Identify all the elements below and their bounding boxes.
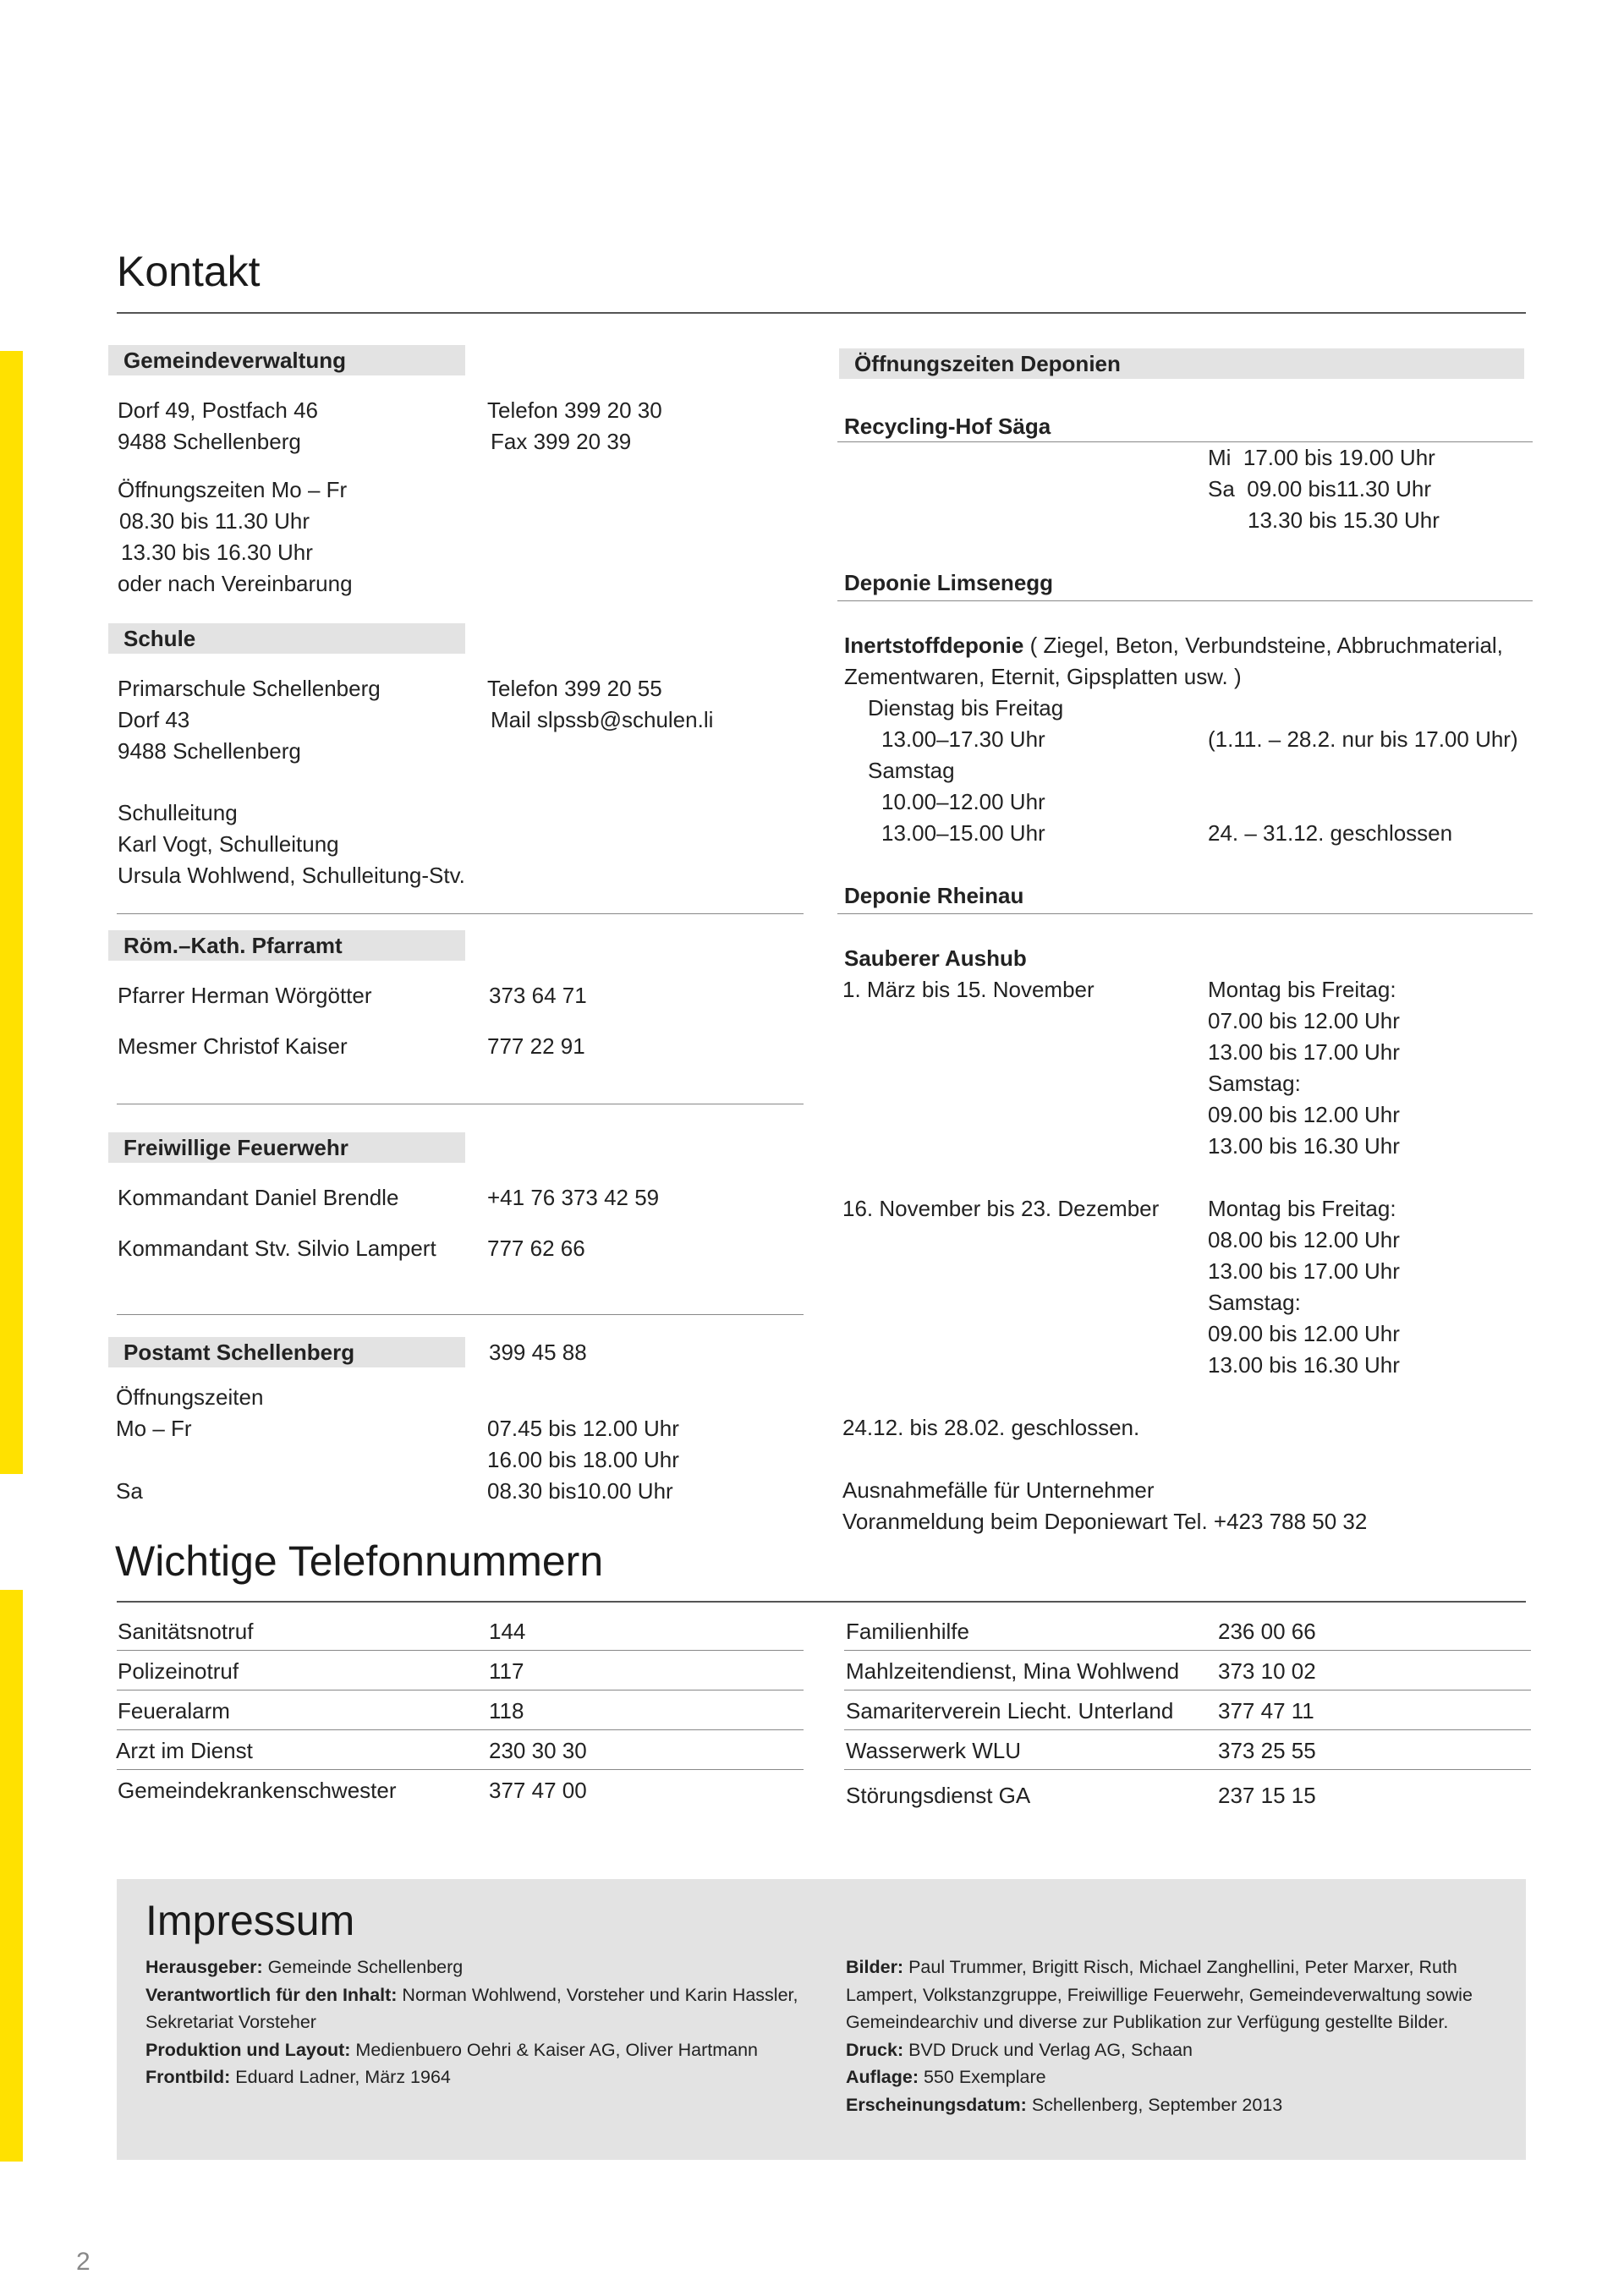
rheinau-p1-time-1: Montag bis Freitag: xyxy=(1208,977,1396,1002)
tel-right-phone-2: 373 10 02 xyxy=(1218,1658,1316,1684)
impressum-entry xyxy=(145,2036,805,2064)
limsenegg-title: Deponie Limsenegg xyxy=(844,570,1054,595)
impressum-label: Druck: xyxy=(846,2039,904,2060)
inertstoff-line-1 xyxy=(844,630,1503,661)
pfarramt-phone-1: 373 64 71 xyxy=(489,983,587,1008)
impressum-value: Eduard Ladner, März 1964 xyxy=(230,2067,451,2087)
telefon-title: Wichtige Telefonnummern xyxy=(115,1537,604,1585)
schulleitung-1: Karl Vogt, Schulleitung xyxy=(118,831,339,857)
rheinau-p1-time-2: 07.00 bis 12.00 Uhr xyxy=(1208,1008,1400,1033)
tel-right-name-1: Familienhilfe xyxy=(846,1619,969,1644)
tel-right-name-5: Störungsdienst GA xyxy=(846,1783,1031,1808)
telefon-rule xyxy=(117,1601,1526,1603)
post-mofr-label: Mo – Fr xyxy=(116,1416,192,1441)
section-heading-gemeindeverwaltung: Gemeindeverwaltung xyxy=(108,345,465,375)
rheinau-p2-time-2: 08.00 bis 12.00 Uhr xyxy=(1208,1227,1400,1252)
divider-feuerwehr xyxy=(117,1314,804,1315)
yellow-margin-bar-top xyxy=(0,351,23,1474)
rheinau-closed: 24.12. bis 28.02. geschlossen. xyxy=(842,1415,1140,1440)
gemeinde-hours-3: oder nach Vereinbarung xyxy=(118,571,353,596)
impressum-entry xyxy=(846,2036,1514,2064)
impressum-value: Norman Wohlwend, Vorsteher und Karin Hassler, Sekretariat Vorsteher xyxy=(145,1984,798,2032)
rheinau-p2-time-5: 09.00 bis 12.00 Uhr xyxy=(1208,1321,1400,1346)
saega-sa-2: 13.30 bis 15.30 Uhr xyxy=(1248,507,1440,533)
yellow-margin-bar-bottom xyxy=(0,1590,23,2162)
section-heading-schule: Schule xyxy=(108,623,465,654)
section-heading-feuerwehr: Freiwillige Feuerwehr xyxy=(108,1132,465,1163)
tel-left-phone-5: 377 47 00 xyxy=(489,1778,587,1803)
schule-mail: Mail slpssb@schulen.li xyxy=(491,707,714,732)
divider-schule xyxy=(117,913,804,914)
impressum-entry xyxy=(846,2063,1514,2091)
rheinau-p1-time-3: 13.00 bis 17.00 Uhr xyxy=(1208,1039,1400,1065)
pfarramt-phone-2: 777 22 91 xyxy=(487,1033,585,1059)
tel-left-name-3: Feueralarm xyxy=(118,1698,230,1723)
rheinau-p2-time-3: 13.00 bis 17.00 Uhr xyxy=(1208,1258,1400,1284)
tel-left-divider-4 xyxy=(117,1769,804,1770)
gemeinde-fax: Fax 399 20 39 xyxy=(491,429,632,454)
limsenegg-note-2: 24. – 31.12. geschlossen xyxy=(1208,820,1453,846)
feuerwehr-phone-1: +41 76 373 42 59 xyxy=(487,1185,660,1210)
post-mofr-time-2: 16.00 bis 18.00 Uhr xyxy=(487,1447,679,1472)
rheinau-voranmeldung: Voranmeldung beim Deponiewart Tel. +423 788 50 32 xyxy=(842,1509,1368,1534)
impressum-label: Verantwortlich für den Inhalt: xyxy=(145,1984,398,2005)
feuerwehr-name-1: Kommandant Daniel Brendle xyxy=(118,1185,399,1210)
post-sa-label: Sa xyxy=(116,1478,143,1504)
impressum-label: Herausgeber: xyxy=(145,1957,263,1977)
schule-telefon: Telefon 399 20 55 xyxy=(487,676,662,701)
post-mofr-time-1: 07.45 bis 12.00 Uhr xyxy=(487,1416,679,1441)
rheinau-period-1: 1. März bis 15. November xyxy=(842,977,1095,1002)
impressum-label: Erscheinungsdatum: xyxy=(846,2094,1027,2115)
rheinau-p1-time-5: 09.00 bis 12.00 Uhr xyxy=(1208,1102,1400,1127)
rheinau-title: Deponie Rheinau xyxy=(844,883,1024,908)
tel-right-phone-5: 237 15 15 xyxy=(1218,1783,1316,1808)
impressum-entry xyxy=(846,2091,1514,2119)
gemeinde-address-1: Dorf 49, Postfach 46 xyxy=(118,397,319,423)
tel-left-divider-1 xyxy=(117,1650,804,1651)
schule-address-3: 9488 Schellenberg xyxy=(118,738,301,764)
rheinau-p2-time-1: Montag bis Freitag: xyxy=(1208,1196,1396,1221)
tel-left-phone-3: 118 xyxy=(489,1698,524,1723)
page-number: 2 xyxy=(76,2248,91,2276)
impressum-left-column xyxy=(145,1954,805,2091)
page-title: Kontakt xyxy=(117,248,261,295)
impressum-box xyxy=(117,1879,1526,2160)
impressum-value: Medienbuero Oehri & Kaiser AG, Oliver Hartmann xyxy=(350,2039,759,2060)
post-hours-label: Öffnungszeiten xyxy=(116,1384,264,1410)
tel-left-name-4: Arzt im Dienst xyxy=(116,1738,253,1763)
inertstoff-materials: ( Ziegel, Beton, Verbundsteine, Abbruchmaterial, xyxy=(1023,633,1503,658)
tel-left-phone-1: 144 xyxy=(489,1619,526,1644)
schulleitung-2: Ursula Wohlwend, Schulleitung-Stv. xyxy=(118,863,465,888)
tel-left-divider-3 xyxy=(117,1729,804,1730)
impressum-title: Impressum xyxy=(145,1897,355,1944)
rheinau-period-2: 16. November bis 23. Dezember xyxy=(842,1196,1160,1221)
rheinau-p2-time-6: 13.00 bis 16.30 Uhr xyxy=(1208,1352,1400,1378)
tel-left-name-5: Gemeindekrankenschwester xyxy=(118,1778,397,1803)
section-heading-pfarramt: Röm.–Kath. Pfarramt xyxy=(108,930,465,961)
section-heading-deponien: Öffnungszeiten Deponien xyxy=(839,348,1524,379)
inertstoff-label: Inertstoffdeponie xyxy=(844,633,1024,658)
limsenegg-di-fr: Dienstag bis Freitag xyxy=(868,695,1064,721)
divider-rheinau xyxy=(837,913,1533,914)
gemeinde-telefon: Telefon 399 20 30 xyxy=(487,397,662,423)
rheinau-p2-time-4: Samstag: xyxy=(1208,1290,1301,1315)
limsenegg-samstag: Samstag xyxy=(868,758,955,783)
tel-right-name-3: Samariterverein Liecht. Unterland xyxy=(846,1698,1174,1723)
saega-mi: Mi 17.00 bis 19.00 Uhr xyxy=(1208,445,1435,470)
impressum-entry xyxy=(145,1954,805,1981)
section-heading-postamt: Postamt Schellenberg xyxy=(108,1337,465,1367)
post-sa-time: 08.30 bis10.00 Uhr xyxy=(487,1478,673,1504)
gemeinde-hours-2: 13.30 bis 16.30 Uhr xyxy=(121,540,313,565)
tel-left-name-1: Sanitätsnotruf xyxy=(118,1619,254,1644)
schule-address-2: Dorf 43 xyxy=(118,707,190,732)
saega-sa: Sa 09.00 bis11.30 Uhr xyxy=(1208,476,1432,501)
gemeinde-hours-1: 08.30 bis 11.30 Uhr xyxy=(119,508,310,534)
rheinau-p1-time-6: 13.00 bis 16.30 Uhr xyxy=(1208,1133,1400,1159)
schulleitung-label: Schulleitung xyxy=(118,800,238,825)
gemeinde-hours-label: Öffnungszeiten Mo – Fr xyxy=(118,477,348,502)
post-phone: 399 45 88 xyxy=(489,1340,587,1365)
impressum-right-column xyxy=(846,1954,1514,2118)
limsenegg-time-2: 10.00–12.00 Uhr xyxy=(881,789,1045,814)
impressum-entry xyxy=(145,2063,805,2091)
tel-right-name-4: Wasserwerk WLU xyxy=(846,1738,1022,1763)
impressum-value: 550 Exemplare xyxy=(919,2067,1046,2087)
gemeinde-address-2: 9488 Schellenberg xyxy=(118,429,301,454)
limsenegg-time-1: 13.00–17.30 Uhr xyxy=(881,726,1045,752)
divider-limsenegg xyxy=(837,600,1533,601)
limsenegg-time-3: 13.00–15.00 Uhr xyxy=(881,820,1045,846)
impressum-label: Auflage: xyxy=(846,2067,919,2087)
pfarramt-name-2: Mesmer Christof Kaiser xyxy=(118,1033,348,1059)
tel-right-name-2: Mahlzeitendienst, Mina Wohlwend xyxy=(846,1658,1180,1684)
impressum-label: Bilder: xyxy=(846,1957,904,1977)
impressum-value: BVD Druck und Verlag AG, Schaan xyxy=(903,2039,1193,2060)
impressum-label: Frontbild: xyxy=(145,2067,231,2087)
pfarramt-name-1: Pfarrer Herman Wörgötter xyxy=(118,983,372,1008)
feuerwehr-phone-2: 777 62 66 xyxy=(487,1236,585,1261)
inertstoff-line-2: Zementwaren, Eternit, Gipsplatten usw. ) xyxy=(844,664,1242,689)
limsenegg-note-1: (1.11. – 28.2. nur bis 17.00 Uhr) xyxy=(1208,726,1518,752)
tel-right-phone-4: 373 25 55 xyxy=(1218,1738,1316,1763)
tel-right-phone-3: 377 47 11 xyxy=(1218,1698,1314,1723)
impressum-entry xyxy=(145,1981,805,2036)
tel-left-name-2: Polizeinotruf xyxy=(118,1658,239,1684)
impressum-value: Schellenberg, September 2013 xyxy=(1026,2094,1283,2115)
tel-right-divider-3 xyxy=(844,1729,1531,1730)
tel-left-phone-2: 117 xyxy=(489,1658,524,1684)
aushub-title: Sauberer Aushub xyxy=(844,945,1027,971)
impressum-label: Produktion und Layout: xyxy=(145,2039,351,2060)
impressum-entry xyxy=(846,1954,1514,2036)
rheinau-ausnahme: Ausnahmefälle für Unternehmer xyxy=(842,1477,1155,1503)
tel-right-phone-1: 236 00 66 xyxy=(1218,1619,1316,1644)
feuerwehr-name-2: Kommandant Stv. Silvio Lampert xyxy=(118,1236,436,1261)
impressum-value: Paul Trummer, Brigitt Risch, Michael Zanghellini, Peter Marxer, Ruth Lampert, Volkstanzgruppe, Freiwillige Feuerwehr, Gemeindeverwaltung sowie Gemeindearchiv und diverse zur Publikation zur Verfügung gestellte Bilder. xyxy=(846,1957,1473,2032)
tel-left-phone-4: 230 30 30 xyxy=(489,1738,587,1763)
title-rule xyxy=(117,312,1526,314)
rheinau-p1-time-4: Samstag: xyxy=(1208,1071,1301,1096)
schule-address-1: Primarschule Schellenberg xyxy=(118,676,381,701)
tel-right-divider-1 xyxy=(844,1650,1531,1651)
impressum-value: Gemeinde Schellenberg xyxy=(262,1957,464,1977)
tel-right-divider-4 xyxy=(844,1769,1531,1770)
saega-title: Recycling-Hof Säga xyxy=(844,414,1051,439)
